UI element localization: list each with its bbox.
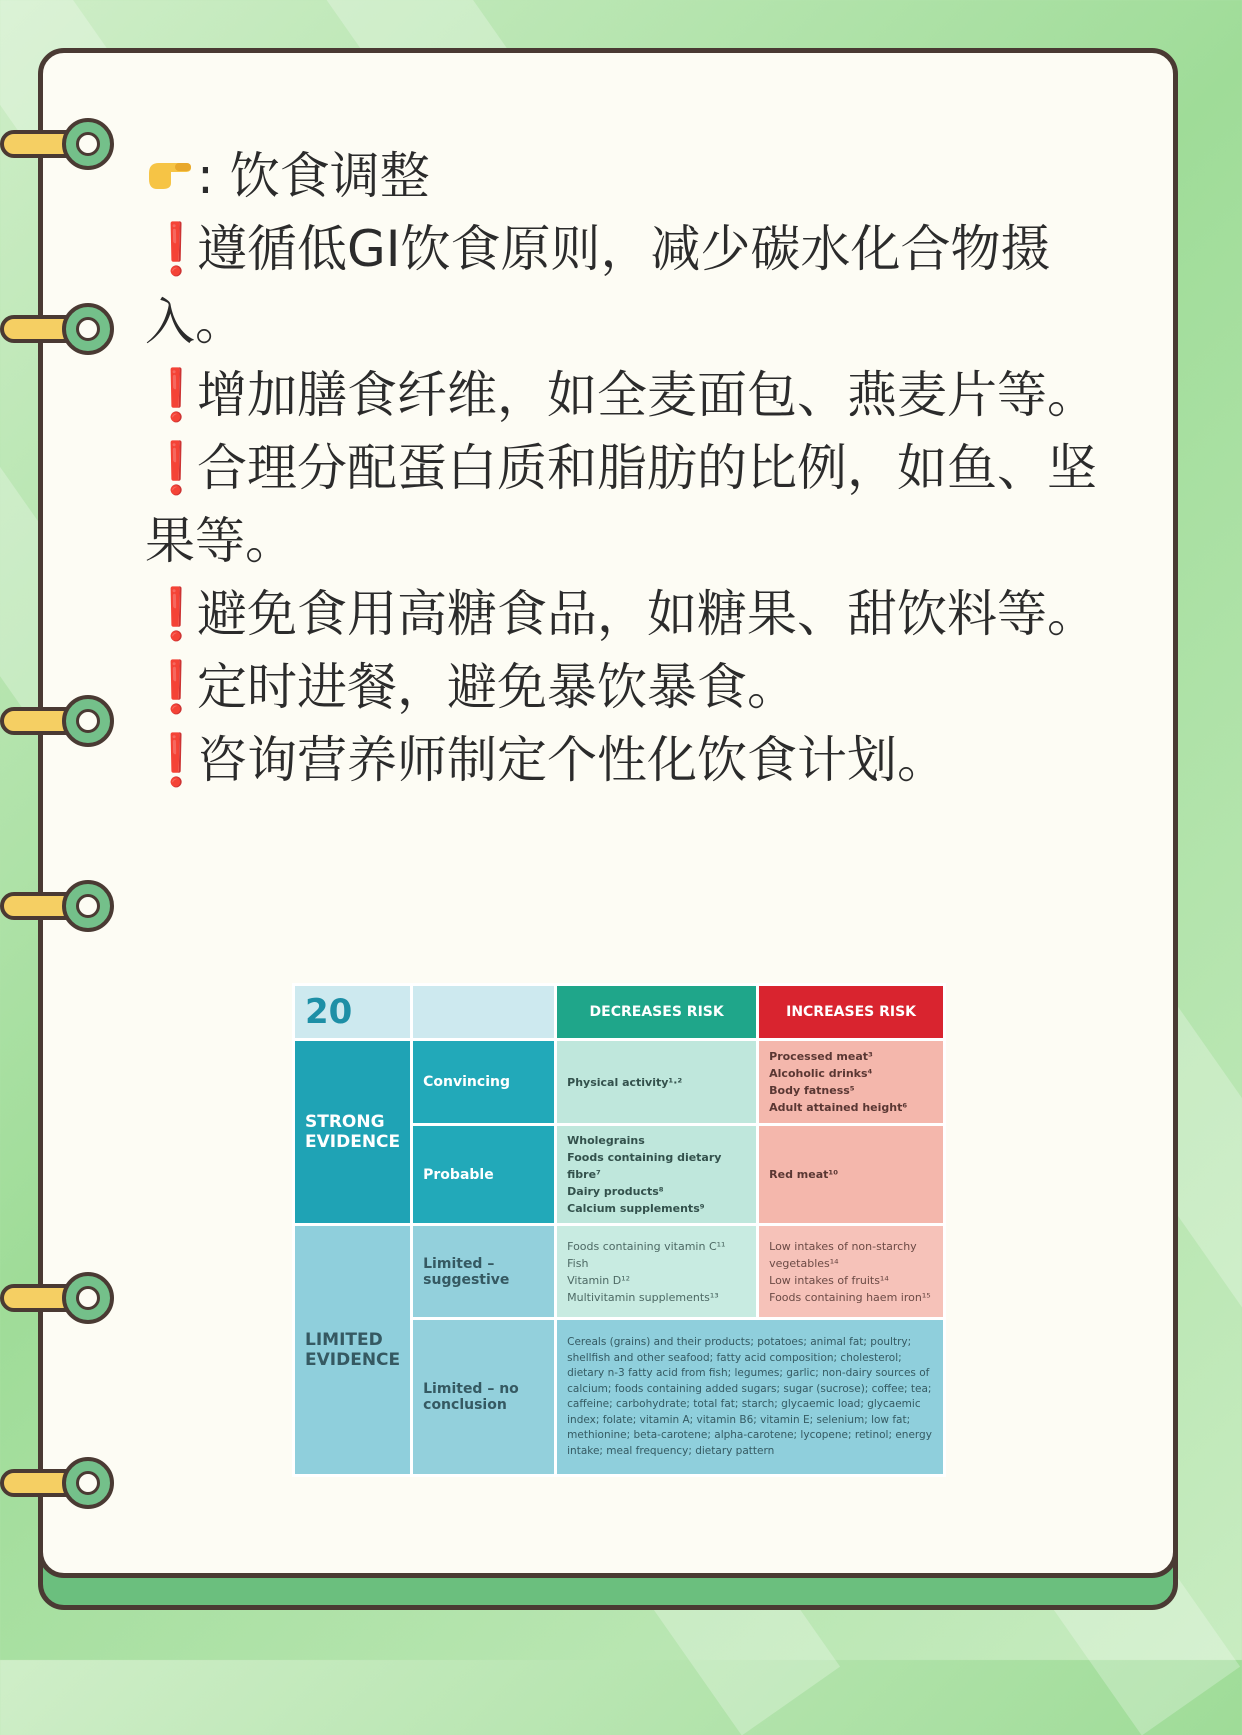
diet-tips	[145, 140, 1135, 797]
exclamation-icon: ❗	[145, 658, 208, 716]
exclamation-icon: ❗	[145, 439, 208, 497]
exclamation-icon: ❗	[145, 220, 208, 278]
binder-ring	[0, 880, 120, 940]
limited-evidence-label: LIMITED EVIDENCE	[294, 1225, 412, 1476]
binder-ring	[0, 1457, 120, 1517]
tip-item: ❗增加膳食纤维，如全麦面包、燕麦片等。	[145, 359, 1135, 432]
pointing-hand-icon	[145, 140, 197, 213]
convincing-decreases: Physical activity¹·²	[556, 1040, 758, 1125]
binder-ring	[0, 303, 120, 363]
probable-increases: Red meat¹⁰	[758, 1125, 945, 1225]
evidence-table	[292, 983, 946, 1477]
suggestive-decreases: Foods containing vitamin C¹¹ Fish Vitamin D¹² Multivitamin supplements¹³	[556, 1225, 758, 1319]
section-title: : 饮食调整	[145, 140, 1135, 213]
suggestive-label: Limited – suggestive	[412, 1225, 556, 1319]
tip-item: ❗避免食用高糖食品，如糖果、甜饮料等。	[145, 578, 1135, 651]
no-conclusion-label: Limited – no conclusion	[412, 1319, 556, 1476]
tip-item: ❗咨询营养师制定个性化饮食计划。	[145, 724, 1135, 797]
evidence-table-image	[292, 983, 946, 1477]
exclamation-icon: ❗	[145, 585, 208, 643]
probable-label: Probable	[412, 1125, 556, 1225]
strong-evidence-label: STRONG EVIDENCE	[294, 1040, 412, 1225]
tip-item: ❗遵循低GI饮食原则，减少碳水化合物摄入。	[145, 213, 1135, 359]
no-conclusion-text: Cereals (grains) and their products; potatoes; animal fat; poultry; shellfish and other seafood; fatty acid composition; cholesterol; dietary n-3 fatty acid from fish; legumes; garlic; non-dairy sources of calcium; foods containing added sugars; sugar (sucrose); coffee; tea; caffeine; carbohydrate; total fat; starch; glycaemic load; glycaemic index; folate; vitamin A; vitamin B6; vitamin E; selenium; low fat; methionine; beta-carotene; alpha-carotene; lycopene; retinol; energy intake; meal frequency; dietary pattern	[556, 1319, 945, 1476]
exclamation-icon: ❗	[145, 731, 208, 789]
table-corner: 20	[294, 985, 412, 1040]
suggestive-increases: Low intakes of non-starchy vegetables¹⁴ Low intakes of fruits¹⁴ Foods containing haem iron¹⁵	[758, 1225, 945, 1319]
binder-ring	[0, 695, 120, 755]
convincing-increases: Processed meat³ Alcoholic drinks⁴ Body fatness⁵ Adult attained height⁶	[758, 1040, 945, 1125]
tip-item: ❗合理分配蛋白质和脂肪的比例，如鱼、坚果等。	[145, 432, 1135, 578]
binder-ring	[0, 1272, 120, 1332]
increases-risk-header: INCREASES RISK	[758, 985, 945, 1040]
binder-ring	[0, 118, 120, 178]
tip-item: ❗定时进餐，避免暴饮暴食。	[145, 651, 1135, 724]
convincing-label: Convincing	[412, 1040, 556, 1125]
probable-decreases: Wholegrains Foods containing dietary fibre⁷ Dairy products⁸ Calcium supplements⁹	[556, 1125, 758, 1225]
exclamation-icon: ❗	[145, 366, 208, 424]
table-blank-header	[412, 985, 556, 1040]
decreases-risk-header: DECREASES RISK	[556, 985, 758, 1040]
